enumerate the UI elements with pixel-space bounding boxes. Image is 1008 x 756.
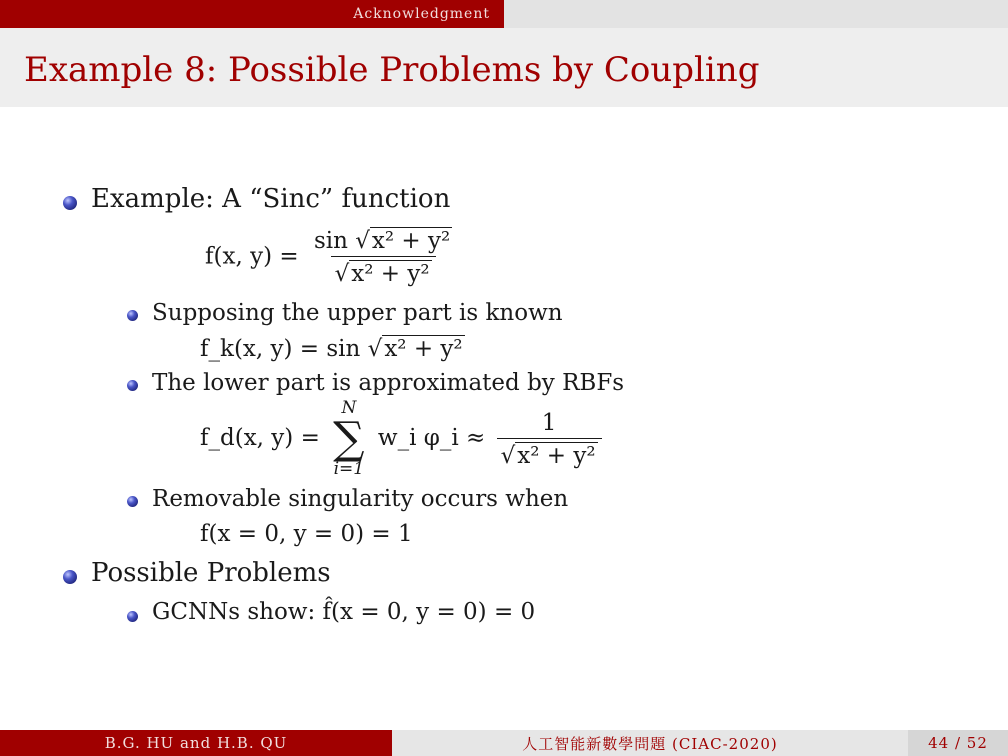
sigma-icon: ∑ (333, 413, 365, 464)
equation-fd-term: w_i φ_i ≈ (377, 425, 486, 451)
sum-upper-limit: N (341, 398, 357, 418)
equation-sinc-fraction: $\frac{\text{sin √x² + y²}}{\text{√x² + y²}}$ (313, 228, 451, 287)
section-title[interactable]: Acknowledgment (0, 0, 504, 28)
summation (333, 400, 364, 478)
sum-lower-limit: i=1 (333, 459, 365, 479)
bullet-gcnn (152, 599, 535, 625)
bullet-possible-problems: Possible Problems (91, 558, 331, 588)
equation-fk-lhs: f_k(x, y) = sin (200, 336, 361, 362)
equation-singularity: f(x = 0, y = 0) = 1 (200, 521, 413, 547)
bullet-ball-icon (127, 380, 138, 391)
equation-sinc-lhs: f(x, y) = (205, 243, 299, 270)
bullet-ball-icon (127, 496, 138, 507)
bullet-sinc-example: Example: A “Sinc” function (91, 184, 451, 214)
equation-fd (200, 400, 606, 478)
equation-sinc-radicand-bottom: x² + y² (351, 261, 430, 287)
equation-fd-numerator: 1 (541, 409, 557, 436)
bullet-ball-icon (127, 310, 138, 321)
bullet-ball-icon (63, 570, 77, 584)
footer-page-number[interactable]: 44 / 52 (908, 730, 1008, 756)
equation-sinc (205, 228, 460, 287)
equation-sinc-radicand-top: x² + y² (371, 228, 451, 254)
footer-authors[interactable]: B.G. HU and H.B. QU (0, 730, 392, 756)
bullet-ball-icon (127, 611, 138, 622)
bullet-lower-part: The lower part is approximated by RBFs (152, 370, 625, 396)
footer-bar (0, 730, 1008, 756)
footer-talk-title[interactable]: 人工智能新數學問題 (CIAC-2020) (392, 730, 908, 756)
bullet-upper-part: Supposing the upper part is known (152, 300, 563, 326)
equation-fk: f_k(x, y) = sin √x² + y² (200, 336, 463, 362)
equation-fd-lhs: f_d(x, y) = (200, 425, 320, 451)
equation-fk-radicand: x² + y² (384, 336, 463, 362)
bullet-ball-icon (63, 196, 77, 210)
equation-sinc-sin: sin (313, 228, 348, 254)
frame-title: Example 8: Possible Problems by Coupling (24, 50, 760, 90)
equation-fd-fraction: $\frac{1}{\text{√x² + y²}}$ (497, 410, 602, 469)
bullet-singularity: Removable singularity occurs when (152, 486, 569, 512)
equation-gcnn: f̂(x = 0, y = 0) = 0 (322, 599, 536, 625)
equation-fd-radicand: x² + y² (517, 442, 596, 469)
bullet-gcnn-label: GCNNs show: (152, 599, 323, 625)
